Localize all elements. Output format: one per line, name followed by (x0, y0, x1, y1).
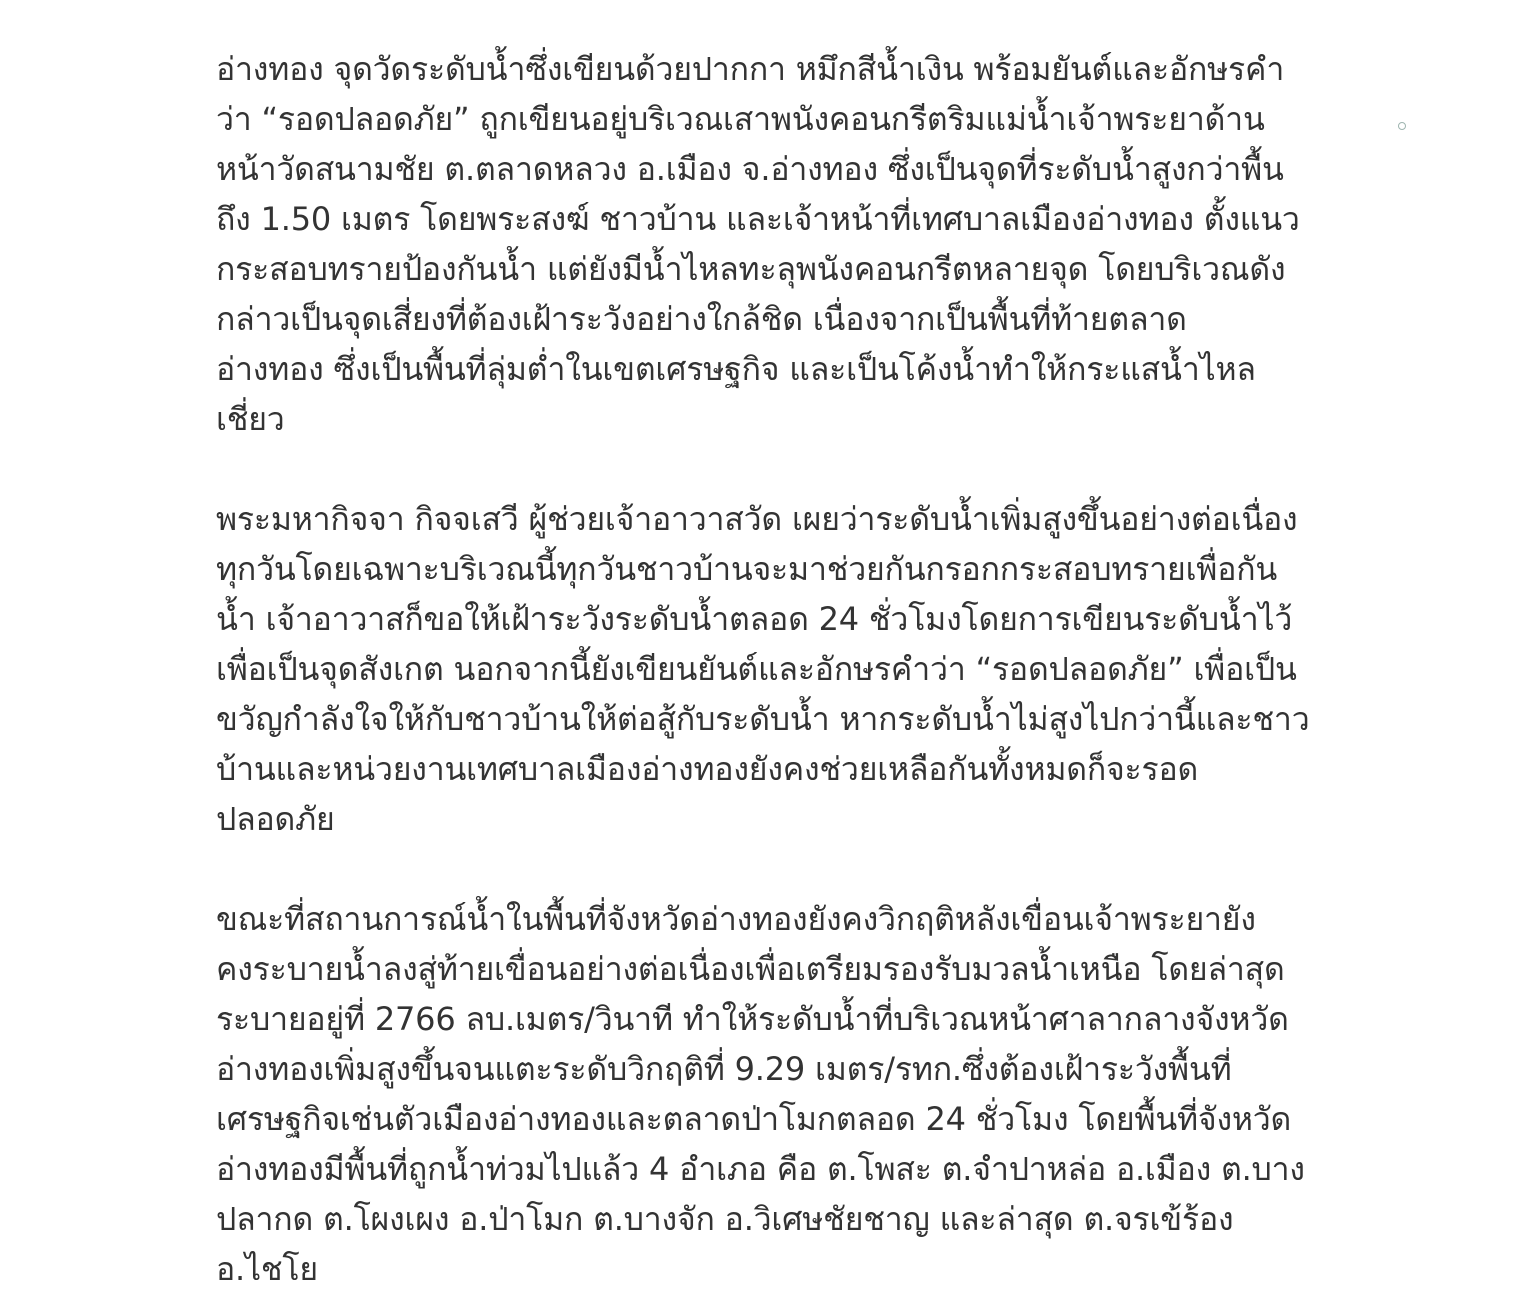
paragraph-3 (216, 894, 1326, 1294)
paragraph-line: เชี่ยว (216, 400, 285, 438)
paragraph-line: อ่างทอง ซึ่งเป็นพื้นที่ลุ่มต่ำในเขตเศรษฐกิจ และเป็นโค้งน้ำทำให้กระแสน้ำไหล (216, 350, 1256, 388)
paragraph-line: คงระบายน้ำลงสู่ท้ายเขื่อนอย่างต่อเนื่องเพื่อเตรียมรองรับมวลน้ำเหนือ โดยล่าสุด (216, 950, 1285, 988)
paragraph-line: อ่างทองเพิ่มสูงขึ้นจนแตะระดับวิกฤติที่ 9.29 เมตร/รทก.ซึ่งต้องเฝ้าระวังพื้นที่ (216, 1050, 1232, 1088)
paragraph-2 (216, 494, 1326, 844)
paragraph-line: ว่า “รอดปลอดภัย” ถูกเขียนอยู่บริเวณเสาพนังคอนกรีตริมแม่น้ำเจ้าพระยาด้าน (216, 100, 1265, 138)
paragraph-line: ขวัญกำลังใจให้กับชาวบ้านให้ต่อสู้กับระดับน้ำ หากระดับน้ำไม่สูงไปกว่านี้และชาว (216, 700, 1310, 738)
paragraph-line: ระบายอยู่ที่ 2766 ลบ.เมตร/วินาที ทำให้ระดับน้ำที่บริเวณหน้าศาลากลางจังหวัด (216, 1000, 1289, 1038)
paragraph-line: กล่าวเป็นจุดเสี่ยงที่ต้องเฝ้าระวังอย่างใกล้ชิด เนื่องจากเป็นพื้นที่ท้ายตลาด (216, 300, 1187, 338)
paragraph-line: ขณะที่สถานการณ์น้ำในพื้นที่จังหวัดอ่างทองยังคงวิกฤติหลังเขื่อนเจ้าพระยายัง (216, 900, 1256, 938)
paragraph-line: บ้านและหน่วยงานเทศบาลเมืองอ่างทองยังคงช่วยเหลือกันทั้งหมดก็จะรอด (216, 750, 1199, 788)
paragraph-line: เศรษฐกิจเช่นตัวเมืองอ่างทองและตลาดป่าโมกตลอด 24 ชั่วโมง โดยพื้นที่จังหวัด (216, 1100, 1292, 1138)
paragraph-line: ปลากด ต.โผงเผง อ.ป่าโมก ต.บางจัก อ.วิเศษชัยชาญ และล่าสุด ต.จรเข้ร้อง (216, 1200, 1234, 1238)
paragraph-line: ถึง 1.50 เมตร โดยพระสงฆ์ ชาวบ้าน และเจ้าหน้าที่เทศบาลเมืองอ่างทอง ตั้งแนว (216, 200, 1300, 238)
scroll-indicator-dot[interactable] (1398, 122, 1406, 130)
paragraph-1 (216, 44, 1326, 444)
paragraph-line: ปลอดภัย (216, 800, 335, 838)
article-body (216, 44, 1326, 1294)
paragraph-line: พระมหากิจจา กิจจเสวี ผู้ช่วยเจ้าอาวาสวัด เผยว่าระดับน้ำเพิ่มสูงขึ้นอย่างต่อเนื่อง (216, 500, 1298, 538)
paragraph-line: อ่างทอง จุดวัดระดับน้ำซึ่งเขียนด้วยปากกา หมึกสีน้ำเงิน พร้อมยันต์และอักษรคำ (216, 50, 1285, 88)
paragraph-line: อ่างทองมีพื้นที่ถูกน้ำท่วมไปแล้ว 4 อำเภอ คือ ต.โพสะ ต.จำปาหล่อ อ.เมือง ต.บาง (216, 1150, 1305, 1188)
paragraph-line: กระสอบทรายป้องกันน้ำ แต่ยังมีน้ำไหลทะลุพนังคอนกรีตหลายจุด โดยบริเวณดัง (216, 250, 1286, 288)
paragraph-line: เพื่อเป็นจุดสังเกต นอกจากนี้ยังเขียนยันต์และอักษรคำว่า “รอดปลอดภัย” เพื่อเป็น (216, 650, 1297, 688)
paragraph-line: น้ำ เจ้าอาวาสก็ขอให้เฝ้าระวังระดับน้ำตลอด 24 ชั่วโมงโดยการเขียนระดับน้ำไว้ (216, 600, 1293, 638)
paragraph-line: หน้าวัดสนามชัย ต.ตลาดหลวง อ.เมือง จ.อ่างทอง ซึ่งเป็นจุดที่ระดับน้ำสูงกว่าพื้น (216, 150, 1284, 188)
paragraph-line: ทุกวันโดยเฉพาะบริเวณนี้ทุกวันชาวบ้านจะมาช่วยกันกรอกกระสอบทรายเพื่อกัน (216, 550, 1278, 588)
paragraph-line: อ.ไชโย (216, 1250, 318, 1288)
